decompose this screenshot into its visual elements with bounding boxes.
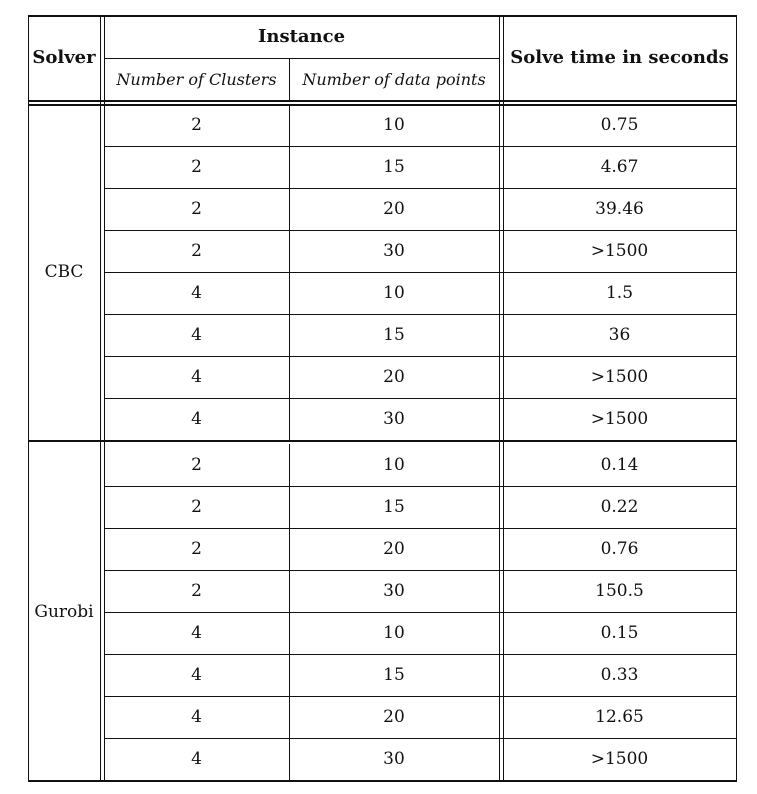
cell-time: 0.22 (600, 497, 639, 517)
cell-clusters: 2 (191, 455, 202, 475)
cell-clusters: 4 (191, 665, 202, 685)
cell-time: 0.33 (600, 665, 639, 685)
cell-points: 15 (383, 325, 405, 345)
cell-points: 30 (383, 241, 405, 261)
cell-points: 10 (383, 115, 405, 135)
cell-time: 0.15 (600, 623, 639, 643)
cell-time: 39.46 (595, 199, 644, 219)
cell-points: 15 (383, 665, 405, 685)
cell-solver: CBC (44, 262, 84, 282)
header-instance: Instance (257, 26, 346, 47)
group-bottom-rule (28, 780, 737, 782)
cell-clusters: 2 (191, 241, 202, 261)
cell-time: 0.14 (600, 455, 639, 475)
cell-clusters: 2 (191, 539, 202, 559)
header-solver: Solver (32, 47, 96, 68)
cell-time: 36 (608, 325, 631, 345)
solver-rule-1 (100, 15, 101, 780)
cell-points: 20 (383, 707, 405, 727)
header-bottom-rule (28, 100, 737, 102)
cell-time: 0.76 (600, 539, 639, 559)
cell-time: >1500 (590, 367, 649, 387)
cell-points: 20 (383, 539, 405, 559)
cell-points: 30 (383, 409, 405, 429)
cell-clusters: 4 (191, 623, 202, 643)
cell-points: 20 (383, 199, 405, 219)
cell-clusters: 4 (191, 409, 202, 429)
cell-time: >1500 (590, 409, 649, 429)
header-clusters: Number of Clusters (116, 69, 277, 89)
cell-time: 1.5 (605, 283, 634, 303)
cell-clusters: 4 (191, 283, 202, 303)
cell-clusters: 4 (191, 325, 202, 345)
cell-time: >1500 (590, 241, 649, 261)
cell-clusters: 4 (191, 749, 202, 769)
cell-points: 15 (383, 497, 405, 517)
cell-points: 20 (383, 367, 405, 387)
header-time: Solve time in seconds (510, 47, 729, 68)
cell-points: 30 (383, 749, 405, 769)
cell-points: 10 (383, 283, 405, 303)
cell-points: 10 (383, 623, 405, 643)
cell-clusters: 2 (191, 497, 202, 517)
cell-clusters: 2 (191, 199, 202, 219)
header-points: Number of data points (302, 69, 486, 89)
cell-points: 15 (383, 157, 405, 177)
cell-time: 12.65 (595, 707, 644, 727)
cell-time: 4.67 (600, 157, 639, 177)
cell-points: 10 (383, 455, 405, 475)
cell-time: 0.75 (600, 115, 639, 135)
cell-time: >1500 (590, 749, 649, 769)
cell-clusters: 2 (191, 581, 202, 601)
group-bottom-rule (28, 440, 737, 442)
cell-clusters: 4 (191, 367, 202, 387)
cell-clusters: 4 (191, 707, 202, 727)
cell-time: 150.5 (595, 581, 644, 601)
cell-points: 30 (383, 581, 405, 601)
cell-clusters: 2 (191, 157, 202, 177)
cell-solver: Gurobi (34, 602, 94, 622)
cell-clusters: 2 (191, 115, 202, 135)
